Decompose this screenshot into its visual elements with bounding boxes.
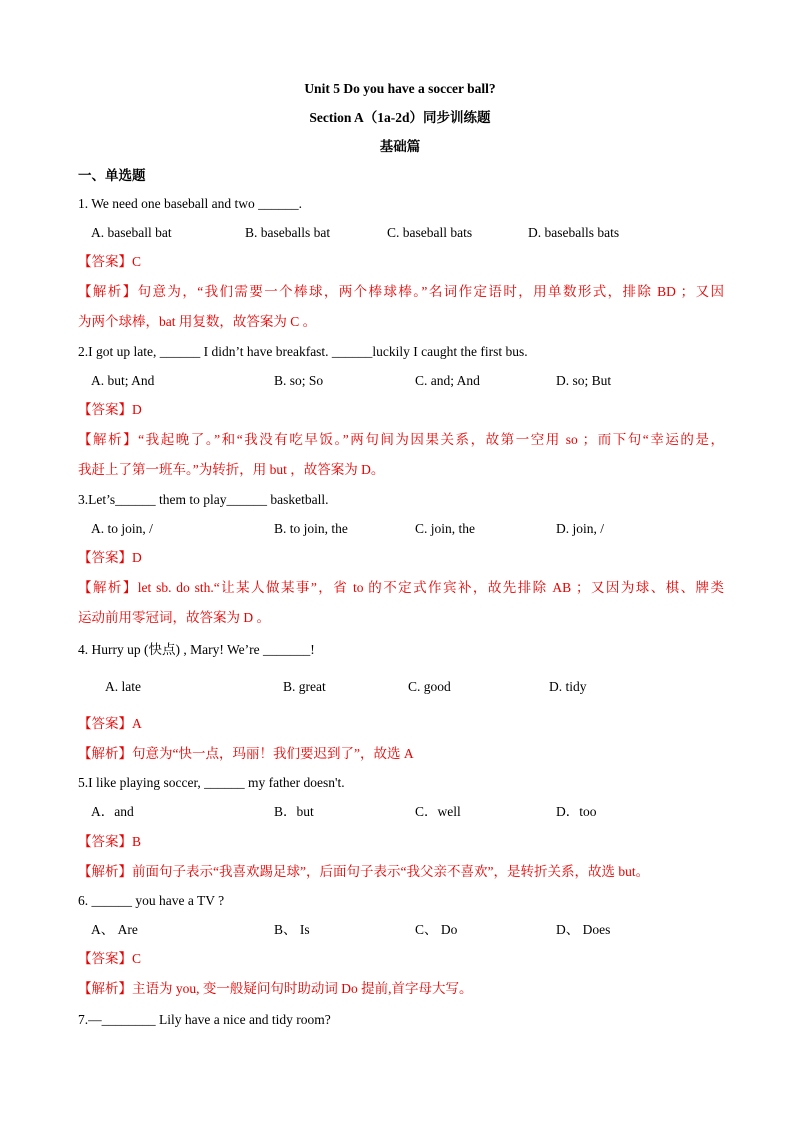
question-6-option-a: A、 Are [91,922,138,937]
question-6-explanation: 【解析】主语为 you, 变一般疑问句时助动词 Do 提前,首字母大写。 [78,981,473,996]
question-3-explanation: 【解析】let sb. do sth.“让某人做某事”，省 to 的不定式作宾补，故先排除 AB ；又因为球、棋、牌类 [78,580,724,595]
question-1-answer: 【答案】C [78,254,142,269]
question-2-stem: 2.I got up late, ______ I didn’t have breakfast. ______luckily I caught the first bus. [78,344,528,359]
question-2-explanation-cont: 我赶上了第一班车。”为转折，用 but ，故答案为 D。 [78,462,385,477]
question-4-option-a: A. late [105,679,141,694]
question-4-option-b: B. great [283,679,326,694]
question-6-option-c: C、 Do [415,922,458,937]
question-2-explanation: 【解析】“我起晚了。”和“我没有吃早饭。”两句间为因果关系，故第一空用 so ；而下句“幸运的是， [78,432,724,447]
question-1-explanation-cont: 为两个球棒，bat 用复数，故答案为 C 。 [78,314,317,329]
document-title: Unit 5 Do you have a soccer ball? [304,81,496,96]
question-2-option-c: C. and; And [415,373,480,388]
question-4-option-c: C. good [408,679,451,694]
question-5-option-a: A．and [91,804,134,819]
question-2-option-d: D. so; But [556,373,612,388]
question-6-option-b: B、 Is [274,922,310,937]
question-1-option-a: A. baseball bat [91,225,172,240]
question-3-option-a: A. to join, / [91,521,153,536]
question-2-option-b: B. so; So [274,373,324,388]
question-1-option-c: C. baseball bats [387,225,473,240]
question-1-option-b: B. baseballs bat [245,225,331,240]
question-4-explanation: 【解析】句意为“快一点，玛丽！我们要迟到了”，故选 A [78,746,414,761]
section-heading: 一、单选题 [78,168,146,183]
question-3-option-d: D. join, / [556,521,605,536]
question-1-option-d: D. baseballs bats [528,225,620,240]
question-3-explanation-cont: 运动前用零冠词，故答案为 D 。 [78,610,270,625]
question-4-answer: 【答案】A [78,716,142,731]
question-7-stem: 7.—________ Lily have a nice and tidy room? [78,1012,331,1027]
question-4-stem: 4. Hurry up (快点) , Mary! We’re _______! [78,642,315,657]
question-4-option-d: D. tidy [549,679,587,694]
question-2-option-a: A. but; And [91,373,155,388]
question-5-option-b: B．but [274,804,314,819]
question-3-answer: 【答案】D [78,550,142,565]
question-5-option-d: D．too [556,804,597,819]
question-5-stem: 5.I like playing soccer, ______ my father doesn't. [78,775,345,790]
question-1-stem: 1. We need one baseball and two ______. [78,196,302,211]
question-5-answer: 【答案】B [78,834,142,849]
question-6-answer: 【答案】C [78,951,142,966]
question-6-option-d: D、 Does [556,922,611,937]
document-level: 基础篇 [379,139,421,154]
question-1-explanation: 【解析】句意为，“我们需要一个棒球，两个棒球棒。”名词作定语时，用单数形式，排除 BD ；又因 [78,284,724,299]
question-5-option-c: C．well [415,804,461,819]
question-3-stem: 3.Let’s______ them to play______ basketball. [78,492,329,507]
question-6-stem: 6. ______ you have a TV ? [78,893,225,908]
question-3-option-b: B. to join, the [274,521,348,536]
document-subtitle: Section A（1a-2d）同步训练题 [309,110,491,125]
question-5-explanation: 【解析】前面句子表示“我喜欢踢足球”，后面句子表示“我父亲不喜欢”，是转折关系，故选 but。 [78,864,650,879]
question-2-answer: 【答案】D [78,402,142,417]
question-3-option-c: C. join, the [415,521,475,536]
